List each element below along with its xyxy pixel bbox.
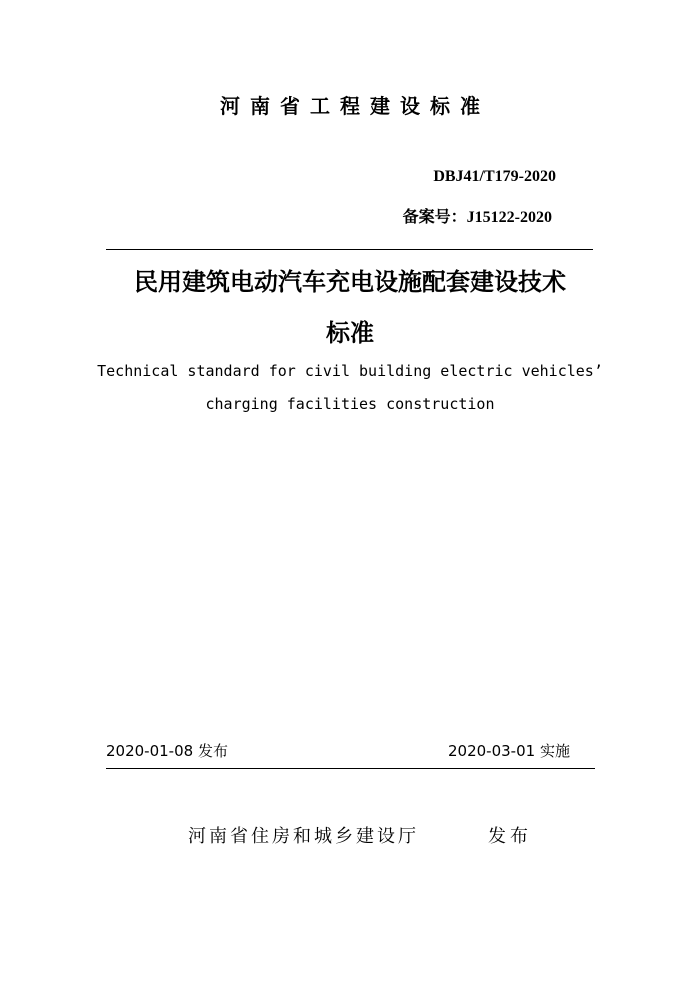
bottom-divider [106, 768, 595, 769]
release-date [106, 740, 228, 761]
publish-word: 发布 [488, 826, 532, 847]
record-label: 备案号： [402, 207, 467, 226]
release-date-value: 2020-01-08 [106, 742, 194, 760]
standard-number: DBJ41/T179-2020 [433, 168, 556, 185]
release-label: 发布 [197, 742, 228, 760]
implementation-date [448, 740, 570, 761]
chinese-title-line-2: 标准 [326, 319, 374, 347]
top-divider [106, 249, 593, 250]
record-number [403, 204, 552, 227]
english-title-line-2: charging facilities construction [205, 395, 495, 413]
implementation-date-value: 2020-03-01 [448, 742, 536, 760]
record-value: J15122-2020 [466, 209, 552, 226]
chinese-title-line-1: 民用建筑电动汽车充电设施配套建设技术 [134, 268, 566, 296]
publisher-name: 河南省住房和城乡建设厅 [188, 826, 419, 847]
implementation-label: 实施 [539, 742, 570, 760]
series-title: 河南省工程建设标准 [220, 94, 490, 118]
english-title-line-1: Technical standard for civil building electric vehicles’ [97, 362, 603, 380]
